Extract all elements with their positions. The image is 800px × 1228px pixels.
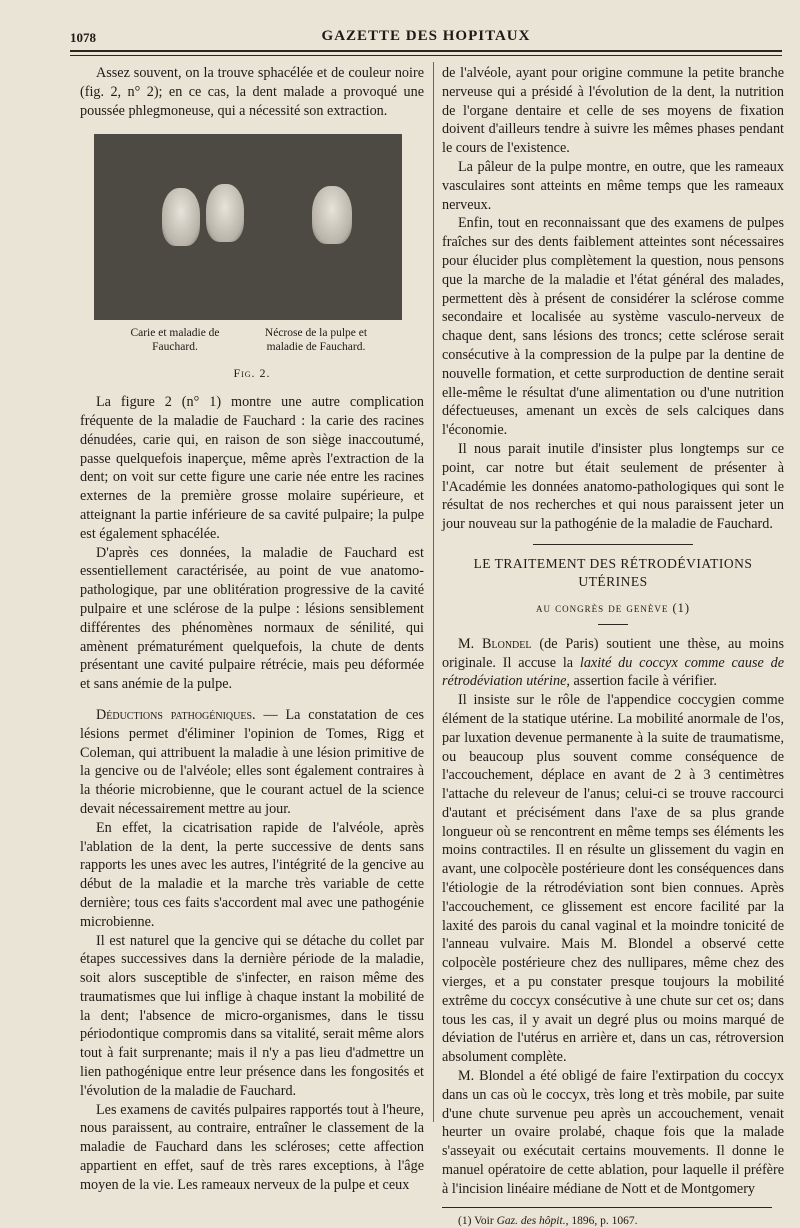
journal-title: GAZETTE DES HOPITAUX bbox=[321, 28, 531, 44]
paragraph: En effet, la cicatrisation rapide de l'alvéole, après l'ablation de la dent, la perte successive de dents sans rapports les unes avec les autres, l'intégrité de la gencive au début de la maladie et la marche très variable de cette dernière; tous ces faits s'accordent mal avec une pathogénie microbienne. bbox=[80, 819, 424, 930]
paragraph: Assez souvent, on la trouve sphacélée et de couleur noire (fig. 2, n° 2); en ce cas, la dent malade a provoqué une poussée phlegmoneuse, qui a nécessité son extraction. bbox=[80, 65, 424, 119]
column-divider bbox=[433, 62, 434, 1122]
paragraph-deductions bbox=[80, 706, 424, 819]
paragraph: La figure 2 (n° 1) montre une autre complication fréquente de la maladie de Fauchard : la carie des racines dénudées, carie qui, en raison de son siège inaccoutumé, passe quelquefois inaperçue, même après l'extraction de la dent; on voit sur cette figure une carie née entre les racines externes de la première grosse molaire supérieure, et atteignant la partie inférieure de sa cavité pulpaire; la pulpe est également sphacélée. bbox=[80, 394, 424, 542]
paragraph: Enfin, tout en reconnaissant que des examens de pulpes fraîches sur des dents faiblement atteintes sont nécessaires pour élucider plus complètement la question, nous pensons que la marche de la maladie et l'état général des malades, permettent dès à présent de considérer la sclérose comme secondaire et localisée au système vasculo-nerveux de chaque dent, sans lésions des troncs; cette sclérose serait consécutive à la compression de la pulpe par la dentine de nouvelle formation, et cette surproduction de dentine serait elle-même le résultat d'une alimentation ou d'une nutrition défectueuses, amenant un excès de sels calciques dans l'économie. bbox=[442, 215, 784, 439]
emphasis-text: laxité du coccyx comme cause de rétrodéviation utérine, bbox=[442, 654, 785, 690]
footnote-text: , 1896, p. 1067. bbox=[565, 1214, 638, 1227]
header-rule-thin bbox=[70, 55, 782, 56]
header-rule bbox=[70, 50, 782, 52]
right-column bbox=[442, 64, 784, 1228]
paragraph: Il nous parait inutile d'insister plus longtemps sur ce point, car notre but était seulement de présenter à l'Académie les données anatomo-pathologiques qui sont le résultat de nos recherches et qui nous paraissent jeter un jour nouveau sur la pathogénie de la maladie de Fauchard. bbox=[442, 440, 784, 533]
paragraph-text: — La constatation de ces lésions permet d'éliminer l'opinion de Tomes, Rigg et Coleman, qui attribuent la maladie à une lésion primitive de la gencive ou de l'alvéole; elles sont également contraires à la théorie microbienne, que le courant actuel de la science devait nécessairement mettre au jour. bbox=[80, 706, 425, 817]
paragraph-blondel bbox=[442, 635, 784, 691]
tooth-image bbox=[206, 184, 244, 242]
figure-photo-teeth bbox=[94, 134, 402, 320]
footnote-text: (1) Voir bbox=[458, 1214, 497, 1227]
section-title: LE TRAITEMENT DES RÉTRODÉVIATIONS UTÉRINES bbox=[473, 555, 753, 589]
paragraph: Les examens de cavités pulpaires rapportés tout à l'heure, nous paraissent, au contraire, entraîner le classement de la maladie de Fauchard dans les scléroses; cette affection appartient en effet, sauf de très rares exceptions, à l'âge moyen de la vie. Les rameaux nerveux de la pulpe et ceux bbox=[80, 1101, 424, 1193]
speaker-name: M. Blondel bbox=[458, 635, 532, 652]
paragraph: de l'alvéole, ayant pour origine commune la petite branche nerveuse qui a présidé à l'évolution de la dent, la nutrition de l'organe dentaire et celle de ses moyens de fixation doivent d'ailleurs tendre à suivre les mêmes phases pendant le cours de l'existence. bbox=[442, 65, 784, 157]
paragraph: Il insiste sur le rôle de l'appendice coccygien comme élément de la statique utérine. La mobilité anormale de l'os, par luxation devenue permanente à la suite de traumatisme, ou beaucoup plus souvent comme conséquence de l'accouchement, déplace en avant de 2 à 3 centimètres l'attache du releveur de l'anus; celui-ci se trouve raccourci d'autant et précisément dans l'axe de sa plus grande longueur où se rencontrent en même temps ses éléments les moins contractiles. Il en résulte un glissement du vagin en avant, une colpocèle postérieure dont les conséquences dans l'étiologie de la rétrodéviation sont bien connues. Après l'accouchement, ce glissement est encore facilité par la laxité des parois du canal vaginal et la moindre tonicité de l'anneau vulvaire. Mais M. Blondel a observé cette colpocèle postérieure chez des nullipares, même chez des vierges, et a pu constater presque toujours la mobilité extrême du coccyx consécutive à une chute sur cet os; dans tous les cas, il y avait un degré plus ou moins marqué de déviation de l'utérus en arrière et, dans un cas, rétroversion absolument complète. bbox=[442, 692, 784, 1066]
page-header bbox=[70, 26, 782, 48]
run-in-heading: Déductions pathogéniques. bbox=[96, 706, 256, 723]
paragraph-text: (de Paris) soutient une thèse, au moins originale. Il accuse la bbox=[442, 635, 784, 671]
paragraph: La pâleur de la pulpe montre, en outre, que les rameaux vasculaires sont atteints en même temps que les rameaux nerveux. bbox=[442, 158, 784, 213]
footnote bbox=[442, 1214, 784, 1228]
page-number: 1078 bbox=[70, 30, 96, 45]
footnote-source: Gaz. des hôpit. bbox=[496, 1214, 566, 1227]
left-column bbox=[80, 64, 424, 1195]
figure-label: Fig. 2. bbox=[233, 366, 271, 381]
section-subtitle: au congrès de genève (1) bbox=[535, 600, 691, 615]
short-rule bbox=[598, 624, 628, 625]
paragraph: M. Blondel a été obligé de faire l'extirpation du coccyx dans un cas où le coccyx, très long et très mobile, par suite d'une chute survenue peu après un accouchement, venait heurter un ovaire prolabé, chaque fois que la malade s'asseyait ou exécutait certains mouvements. Il donne le manuel opératoire de cette ablation, pour laquelle il préfère à l'incision linéaire médiane de Nott et de Montgomery bbox=[442, 1068, 784, 1197]
figure-captions bbox=[80, 326, 424, 360]
paragraph: Il est naturel que la gencive qui se détache du collet par étapes successives dans la dernière période de la maladie, soit alors susceptible de s'infecter, en raison même des traumatismes que lui inflige à chaque instant la mobilité de la dent; l'absence de micro-organismes, dans le tissu périodontique compromis dans sa vitalité, serait même alors tout à fait surprenante; mais il n'y a pas lieu d'admettre un lien pathogénique entre leur présence dans les fongosités et l'évolution de la maladie de Fauchard. bbox=[80, 932, 424, 1099]
paragraph: D'après ces données, la maladie de Fauchard est essentiellement caractérisée, au point de vue anatomo-pathologique, par une oblitération progressive de la cavité pulpaire et une sclérose de la pulpe : lésions sensiblement différentes des phénomènes normaux de sénilité, qui amènent prématurément quelquefois, la chute de dents présentant une cavité pulpaire rétrécie, mais peu déformée et sans anémie de la pulpe. bbox=[80, 544, 424, 693]
footnote-rule bbox=[442, 1207, 772, 1208]
section-separator bbox=[533, 544, 693, 545]
figure-caption-left: Carie et maladie de Fauchard. bbox=[130, 327, 220, 354]
tooth-image bbox=[162, 188, 200, 246]
paragraph-text: assertion facile à vérifier. bbox=[569, 673, 717, 690]
figure-caption-right: Nécrose de la pulpe et maladie de Fauchard. bbox=[264, 327, 368, 354]
tooth-image bbox=[312, 186, 352, 244]
